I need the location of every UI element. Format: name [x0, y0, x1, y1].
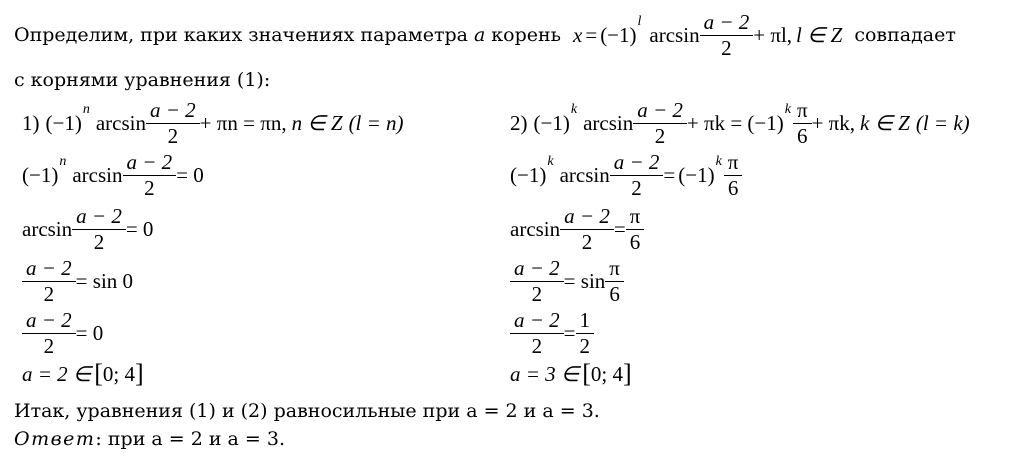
left-den: 2	[146, 123, 200, 147]
right-pi-fraction-3	[628, 205, 643, 252]
left-fraction	[148, 99, 198, 146]
left-exp: n	[82, 102, 90, 117]
right-den-2: 2	[610, 175, 664, 199]
conclusion-text: Итак, уравнения (1) и (2) равносильные при a = 2 и a = 3.	[14, 400, 600, 422]
right-line-4	[510, 256, 624, 306]
intro-fraction	[702, 11, 752, 58]
intro-coincides: совпадает	[854, 24, 956, 46]
intro-x: x	[573, 22, 583, 47]
left-fraction-3	[74, 205, 124, 252]
intro-num: a − 2	[703, 10, 750, 35]
intro-line-1	[14, 10, 956, 60]
intro-exp: l	[637, 14, 642, 29]
right-arcsin-2: arcsin	[559, 162, 610, 187]
right-den: 2	[633, 123, 687, 147]
right-l1-mid: + πk = (−1)	[686, 110, 784, 135]
left-l1-tail: + πn = πn,	[199, 110, 287, 135]
right-result: a = 3 ∈	[510, 361, 580, 386]
right-pi-fraction	[795, 99, 810, 146]
left-den-5: 2	[22, 333, 76, 357]
answer-line	[14, 426, 285, 452]
left-result: a = 2 ∈	[22, 361, 92, 386]
right-base-2: (−1)	[510, 162, 547, 187]
right-pi-fraction-2	[726, 151, 741, 198]
right-six-4: 6	[605, 281, 624, 305]
left-line-6	[22, 358, 144, 390]
right-fraction	[635, 99, 685, 146]
intro-formula	[573, 11, 842, 58]
right-num-4: a − 2	[514, 256, 560, 281]
left-fraction-5	[24, 309, 74, 356]
left-line-5	[22, 308, 103, 358]
right-two: 2	[576, 333, 595, 357]
left-l1-cond: n ∈ Z	[291, 110, 343, 135]
right-exp: k	[570, 102, 578, 117]
left-l1-sub: (l = n)	[348, 110, 404, 135]
left-num-5: a − 2	[26, 308, 72, 333]
left-num-2: a − 2	[126, 150, 173, 175]
right-pi-2: π	[727, 150, 739, 175]
left-base-2: (−1)	[22, 162, 59, 187]
right-exp-2: k	[547, 154, 554, 169]
intro-eq: =	[585, 22, 598, 47]
left-den-4: 2	[22, 281, 76, 305]
right-six-3: 6	[626, 229, 645, 253]
answer-label: Ответ	[14, 428, 96, 450]
intro-root-word: корень	[491, 24, 562, 46]
right-num-3: a − 2	[564, 204, 610, 229]
right-den-3: 2	[560, 229, 614, 253]
right-base-2b: (−1)	[678, 162, 715, 187]
right-exp-b: k	[784, 102, 791, 117]
left-eq0-3: = 0	[125, 216, 154, 241]
left-arcsin-3: arcsin	[22, 216, 73, 241]
left-num-4: a − 2	[26, 256, 72, 281]
left-num: a − 2	[150, 98, 196, 123]
right-l1-tail: + πk,	[811, 110, 856, 135]
right-six-2: 6	[724, 175, 743, 199]
right-pi: π	[796, 98, 808, 123]
right-line-2	[510, 150, 742, 200]
right-eq-3: =	[613, 216, 626, 241]
right-line-5	[510, 308, 594, 358]
right-pi-3: π	[629, 204, 641, 229]
left-eq0: = 0	[176, 162, 204, 187]
intro-den: 2	[700, 35, 754, 59]
right-bracket-close: ]	[622, 359, 632, 388]
left-line-4	[22, 256, 133, 306]
right-num-2: a − 2	[613, 150, 660, 175]
right-interval: 0; 4	[590, 361, 623, 386]
right-fraction-2	[612, 151, 662, 198]
left-fraction-4	[24, 257, 74, 304]
right-base: (−1)	[533, 110, 570, 135]
left-arcsin-2: arcsin	[72, 162, 123, 187]
right-arcsin-3: arcsin	[510, 216, 561, 241]
right-eq-5: =	[563, 320, 576, 345]
right-fraction-3	[562, 205, 612, 252]
left-num-3: a − 2	[76, 204, 122, 229]
right-one: 1	[579, 308, 591, 333]
left-label: 1)	[22, 110, 40, 135]
right-line-1	[510, 98, 970, 148]
right-num-5: a − 2	[514, 308, 560, 333]
left-arcsin: arcsin	[95, 110, 146, 135]
answer-text: : при a = 2 и a = 3.	[95, 428, 286, 450]
intro-text: Определим, при каких значениях параметра	[14, 24, 468, 46]
left-sin0: = sin 0	[75, 268, 134, 293]
left-line-2	[22, 150, 204, 200]
right-pi-4: π	[609, 256, 620, 281]
right-pi-fraction-4	[607, 257, 622, 304]
right-den-5: 2	[510, 333, 564, 357]
right-six: 6	[793, 123, 812, 147]
left-fraction-2	[125, 151, 175, 198]
left-base: (−1)	[45, 110, 82, 135]
intro-param: a	[473, 24, 486, 46]
right-exp-2b: k	[715, 154, 722, 169]
left-den-3: 2	[72, 229, 126, 253]
right-den-4: 2	[510, 281, 564, 305]
right-line-3	[510, 204, 644, 254]
intro-line-2-text: с корнями уравнения (1):	[14, 69, 271, 91]
right-l1-cond: k ∈ Z	[860, 110, 910, 135]
right-line-6	[510, 358, 632, 390]
right-bracket-open: [	[582, 359, 591, 388]
right-num: a − 2	[637, 98, 683, 123]
right-l1-sub: (l = k)	[915, 110, 970, 135]
conclusion-line	[14, 398, 600, 424]
left-eq0-5: = 0	[75, 320, 104, 345]
left-line-3	[22, 204, 153, 254]
right-fraction-4	[512, 257, 562, 304]
intro-arcsin: arcsin	[649, 22, 700, 47]
right-eq-sin: = sin	[563, 268, 606, 293]
right-fraction-5	[512, 309, 562, 356]
intro-l-in-z: l ∈ Z	[796, 22, 843, 47]
right-label: 2)	[510, 110, 528, 135]
right-arcsin: arcsin	[583, 110, 634, 135]
right-eq-2: =	[663, 162, 676, 187]
left-exp-2: n	[59, 154, 67, 169]
intro-plus-pil: + πl,	[753, 22, 793, 47]
left-den-2: 2	[123, 175, 177, 199]
intro-base: (−1)	[600, 22, 637, 47]
left-bracket-open: [	[94, 359, 103, 388]
left-line-1	[22, 98, 404, 148]
left-interval: 0; 4	[102, 361, 135, 386]
intro-line-2	[14, 66, 270, 94]
right-half-fraction	[578, 309, 593, 356]
left-bracket-close: ]	[134, 359, 144, 388]
